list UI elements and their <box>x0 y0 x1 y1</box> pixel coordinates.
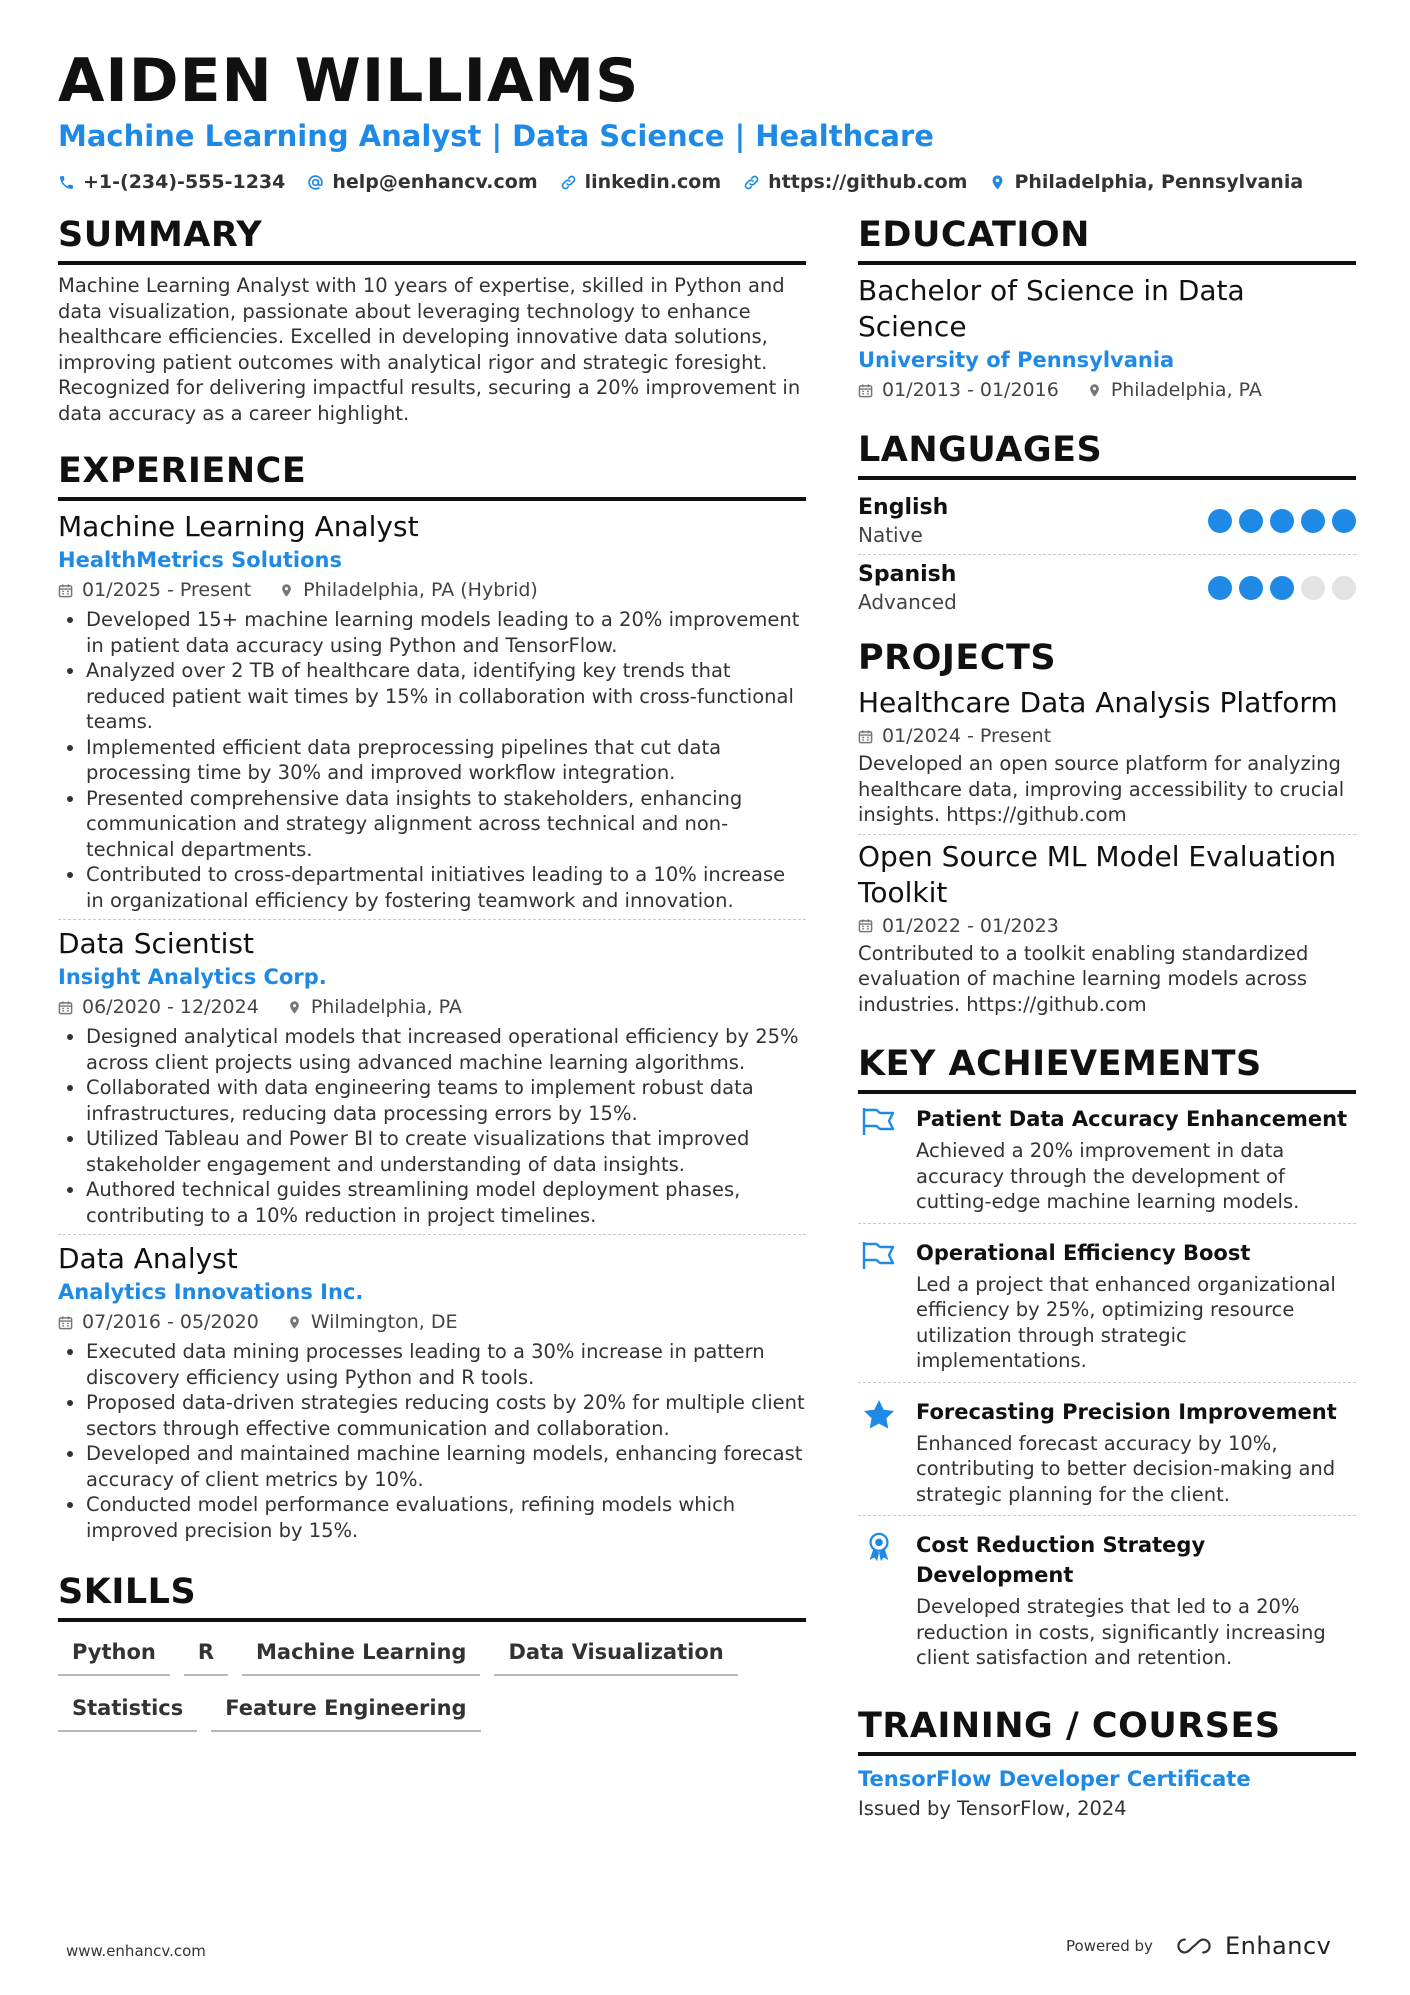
contact-bar <box>58 168 1303 196</box>
location-icon <box>1087 383 1102 398</box>
rating-dot <box>1208 576 1232 600</box>
job-title: Machine Learning Analyst <box>58 510 419 543</box>
project-meta <box>858 721 1356 751</box>
achievement-description: Led a project that enhanced organizational efficiency by 25%, optimizing resource utilization through strategic implementations. <box>916 1272 1336 1372</box>
project-title: Healthcare Data Analysis Platform <box>858 686 1338 719</box>
location-icon <box>287 1315 302 1330</box>
job-bullets <box>58 607 806 913</box>
enhancv-logo-icon <box>1171 1935 1217 1957</box>
education-location: Philadelphia, PA <box>1110 379 1262 401</box>
job-dates: 06/2020 - 12/2024 <box>82 996 259 1018</box>
project-dates: 01/2022 - 01/2023 <box>882 914 1059 937</box>
contact-linkedin-text: linkedin.com <box>584 171 722 193</box>
achievement-title: Forecasting Precision Improvement <box>916 1399 1337 1424</box>
location-icon <box>989 174 1006 191</box>
skill-tag: Statistics <box>58 1692 197 1732</box>
summary-section <box>58 212 806 426</box>
language-row <box>858 555 1356 621</box>
location-icon <box>287 1000 302 1015</box>
achievement-item <box>858 1094 1356 1224</box>
training-section <box>858 1703 1356 1824</box>
degree: Bachelor of Science in Data Science <box>858 274 1245 343</box>
bullet-item: • Collaborated with data engineering teams to implement robust data infrastructures, reducing data processing errors by 15%. <box>86 1075 806 1126</box>
rating-dot <box>1301 509 1325 533</box>
skills-heading: SKILLS <box>58 1569 806 1622</box>
job-location: Wilmington, DE <box>310 1311 458 1333</box>
bullet-item: • Contributed to cross-departmental initiatives leading to a 10% increase in organizational efficiency by fostering teamwork and innovation. <box>86 862 806 913</box>
contact-github[interactable] <box>743 168 967 196</box>
project-description: Developed an open source platform for analyzing healthcare data, improving accessibility to crucial insights. https://github.com <box>858 752 1345 826</box>
bullet-item: • Presented comprehensive data insights to stakeholders, enhancing communication and strategy alignment across technical and non-technical departments. <box>86 786 806 863</box>
skill-tag: Feature Engineering <box>211 1692 480 1732</box>
job-bullets <box>58 1339 806 1543</box>
education-section <box>858 212 1356 405</box>
right-column <box>858 212 1356 1824</box>
bullet-item: • Executed data mining processes leading to a 30% increase in pattern discovery efficiency using Python and R tools. <box>86 1339 806 1390</box>
language-rating <box>1208 576 1356 600</box>
languages-section <box>858 427 1356 621</box>
contact-location-text: Philadelphia, Pennsylvania <box>1014 171 1304 193</box>
job-meta <box>58 1307 806 1337</box>
job-dates: 01/2025 - Present <box>82 579 252 601</box>
rating-dot <box>1239 509 1263 533</box>
achievement-item <box>858 1387 1356 1517</box>
rating-dot <box>1270 509 1294 533</box>
link-icon <box>743 174 760 191</box>
project-entry <box>858 839 1356 1018</box>
skill-tag: Data Visualization <box>494 1636 737 1676</box>
job-entry <box>58 1241 806 1543</box>
job-title: Data Scientist <box>58 927 254 960</box>
rating-dot <box>1332 509 1356 533</box>
education-dates: 01/2013 - 01/2016 <box>882 379 1059 401</box>
bullet-item: • Analyzed over 2 TB of healthcare data, identifying key trends that reduced patient wait times by 15% in collaboration with cross-functional teams. <box>86 658 806 735</box>
link-icon <box>560 174 577 191</box>
job-entry <box>58 926 806 1235</box>
language-rating <box>1208 509 1356 533</box>
skill-tag: Python <box>58 1636 170 1676</box>
skills-list <box>58 1636 806 1732</box>
bullet-item: • Utilized Tableau and Power BI to create visualizations that improved stakeholder engagement and understanding of data insights. <box>86 1126 806 1177</box>
school-name: University of Pennsylvania <box>858 348 1175 372</box>
achievement-item <box>858 1520 1356 1679</box>
language-level: Native <box>858 523 923 547</box>
achievement-title: Patient Data Accuracy Enhancement <box>916 1107 1348 1131</box>
bullet-item: • Proposed data-driven strategies reducing costs by 20% for multiple client sectors through effective communication and collaboration. <box>86 1390 806 1441</box>
job-entry <box>58 509 806 920</box>
contact-location <box>989 168 1303 196</box>
footer-website[interactable]: www.enhancv.com <box>66 1942 206 1960</box>
language-name: Spanish <box>858 562 957 587</box>
calendar-icon <box>58 1315 73 1330</box>
achievement-item <box>858 1228 1356 1383</box>
summary-heading: SUMMARY <box>58 212 806 265</box>
experience-section <box>58 448 806 1543</box>
skills-section <box>58 1569 806 1732</box>
powered-by-label: Powered by <box>1066 1937 1153 1955</box>
candidate-name: AIDEN WILLIAMS <box>58 46 640 116</box>
job-bullets <box>58 1024 806 1228</box>
company-name: HealthMetrics Solutions <box>58 548 342 572</box>
star-icon <box>861 1399 897 1429</box>
course-issuer: Issued by TensorFlow, 2024 <box>858 1796 1127 1820</box>
achievement-title: Cost Reduction Strategy Development <box>916 1533 1206 1587</box>
rating-dot <box>1208 509 1232 533</box>
bullet-item: • Developed and maintained machine learning models, enhancing forecast accuracy of client metrics by 10%. <box>86 1441 806 1492</box>
at-icon <box>307 174 324 191</box>
language-level: Advanced <box>858 590 957 614</box>
brand-logo[interactable] <box>1171 1932 1331 1960</box>
rating-dot <box>1239 576 1263 600</box>
company-name: Analytics Innovations Inc. <box>58 1280 364 1304</box>
calendar-icon <box>58 1000 73 1015</box>
bullet-item: • Conducted model performance evaluations, refining models which improved precision by 15%. <box>86 1492 806 1543</box>
project-entry <box>858 685 1356 835</box>
rating-dot <box>1301 576 1325 600</box>
contact-email-text: help@enhancv.com <box>332 171 538 193</box>
summary-text: Machine Learning Analyst with 10 years of expertise, skilled in Python and data visualization, passionate about leveraging technology to enhance healthcare efficiencies. Excelled in developing innovative data solutions, improving patient outcomes with analytical rigor and strategic foresight. Recognized for delivering impactful results, securing a 20% improvement in data accuracy as a career highlight. <box>58 274 801 425</box>
company-name: Insight Analytics Corp. <box>58 965 327 989</box>
bullet-item: • Developed 15+ machine learning models leading to a 20% improvement in patient data accuracy using Python and TensorFlow. <box>86 607 806 658</box>
achievements-section <box>858 1041 1356 1679</box>
rating-dot <box>1270 576 1294 600</box>
flag-icon <box>861 1240 897 1270</box>
course-title: TensorFlow Developer Certificate <box>858 1766 1251 1791</box>
project-description: Contributed to a toolkit enabling standardized evaluation of machine learning models across industries. https://github.com <box>858 941 1309 1016</box>
job-meta <box>58 575 806 605</box>
experience-heading: EXPERIENCE <box>58 448 806 501</box>
language-row <box>858 488 1356 555</box>
job-title: Data Analyst <box>58 1242 238 1275</box>
rating-dot <box>1332 576 1356 600</box>
bullet-item: • Designed analytical models that increased operational efficiency by 25% across client projects using advanced machine learning algorithms. <box>86 1024 806 1075</box>
contact-linkedin[interactable] <box>560 168 722 196</box>
phone-icon <box>58 174 75 191</box>
brand-name: Enhancv <box>1224 1932 1332 1960</box>
achievement-description: Achieved a 20% improvement in data accuracy through the development of cutting-edge machine learning models. <box>916 1139 1300 1213</box>
achievement-title: Operational Efficiency Boost <box>916 1240 1251 1265</box>
job-dates: 07/2016 - 05/2020 <box>82 1311 259 1333</box>
contact-email[interactable] <box>307 168 537 196</box>
job-location: Philadelphia, PA <box>310 996 462 1018</box>
achievement-description: Developed strategies that led to a 20% reduction in costs, significantly increasing client satisfaction and retention. <box>916 1595 1326 1669</box>
calendar-icon <box>858 729 873 744</box>
location-icon <box>279 583 294 598</box>
language-name: English <box>858 495 949 520</box>
skill-tag: Machine Learning <box>242 1636 480 1676</box>
training-heading: TRAINING / COURSES <box>858 1703 1356 1756</box>
calendar-icon <box>858 918 873 933</box>
bullet-item: • Authored technical guides streamlining model deployment phases, contributing to a 10% reduction in project timelines. <box>86 1177 806 1228</box>
award-ribbon-icon <box>861 1532 897 1562</box>
project-title: Open Source ML Model Evaluation Toolkit <box>858 839 1337 909</box>
project-dates: 01/2024 - Present <box>882 725 1052 747</box>
left-column <box>58 212 806 1732</box>
footer-branding <box>1066 1932 1331 1960</box>
achievement-description: Enhanced forecast accuracy by 10%, contributing to better decision-making and strategic planning for the client. <box>916 1431 1336 1506</box>
bullet-item: • Implemented efficient data preprocessing pipelines that cut data processing time by 30% and improved workflow integration. <box>86 735 806 786</box>
job-meta <box>58 992 806 1022</box>
projects-section <box>858 635 1356 1017</box>
languages-heading: LANGUAGES <box>858 427 1356 480</box>
contact-phone-text: +1-(234)-555-1234 <box>83 171 286 193</box>
project-meta <box>858 911 1356 941</box>
contact-github-text: https://github.com <box>768 171 968 193</box>
achievements-heading: KEY ACHIEVEMENTS <box>858 1041 1356 1094</box>
projects-heading: PROJECTS <box>858 638 1057 678</box>
contact-phone[interactable] <box>58 168 285 196</box>
calendar-icon <box>58 583 73 598</box>
education-meta <box>858 375 1356 405</box>
headline: Machine Learning Analyst | Data Science | Healthcare <box>58 119 934 153</box>
job-location: Philadelphia, PA (Hybrid) <box>303 579 538 601</box>
skill-tag: R <box>184 1636 228 1676</box>
education-heading: EDUCATION <box>858 212 1356 265</box>
flag-icon <box>861 1106 897 1136</box>
calendar-icon <box>858 383 873 398</box>
